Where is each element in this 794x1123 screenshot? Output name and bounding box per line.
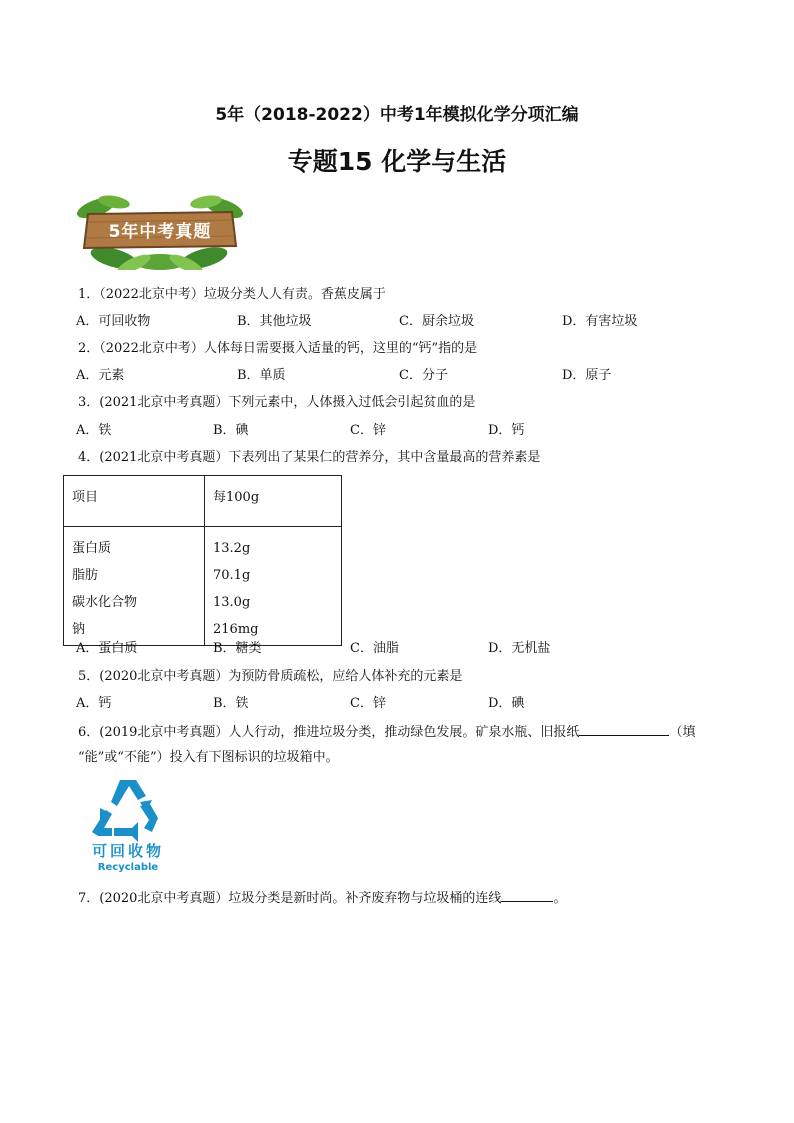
q5-option-b: B．铁 bbox=[213, 696, 249, 711]
recyclable-label-cn: 可回收物 bbox=[91, 842, 165, 860]
nutrient-name: 钠 bbox=[72, 622, 86, 637]
answer-blank[interactable] bbox=[579, 722, 669, 736]
q5-option-c: C．锌 bbox=[350, 696, 386, 711]
nutrient-amount: 70.1g bbox=[213, 568, 251, 583]
question-6-stem-text: 6．(2019北京中考真题）人人行动，推进垃圾分类，推动绿色发展。矿泉水瓶、旧报纸 bbox=[78, 725, 580, 740]
q4-option-d: D．无机盐 bbox=[488, 641, 551, 656]
question-7-stem bbox=[78, 888, 566, 907]
exam-badge bbox=[74, 194, 246, 270]
q3-option-a: A．铁 bbox=[76, 423, 112, 438]
recyclable-label-en: Recyclable bbox=[97, 862, 159, 872]
series-title: 5年（2018-2022）中考1年模拟化学分项汇编 bbox=[215, 105, 579, 125]
question-4-stem: 4．(2021北京中考真题）下表列出了某果仁的营养分，其中含量最高的营养素是 bbox=[78, 450, 541, 465]
question-7-stem-tail: 。 bbox=[553, 891, 567, 906]
nutrient-name: 蛋白质 bbox=[72, 541, 112, 556]
nutrient-amount: 216mg bbox=[213, 622, 259, 637]
q3-option-c: C．锌 bbox=[350, 423, 386, 438]
q4-option-b: B．糖类 bbox=[213, 641, 262, 656]
q2-option-a: A．元素 bbox=[76, 368, 125, 383]
q5-option-a: A．钙 bbox=[76, 696, 112, 711]
q1-option-b: B．其他垃圾 bbox=[237, 314, 312, 329]
table-header-row bbox=[64, 476, 342, 527]
answer-blank[interactable] bbox=[501, 888, 553, 902]
q2-option-c: C．分子 bbox=[399, 368, 448, 383]
recyclable-sign bbox=[76, 774, 180, 872]
question-2-stem: 2．（2022北京中考）人体每日需要摄入适量的钙，这里的“钙”指的是 bbox=[78, 341, 478, 356]
question-6-stem-line2: “能”或“不能”）投入有下图标识的垃圾箱中。 bbox=[78, 750, 339, 765]
badge-label: 5年中考真题 bbox=[108, 222, 212, 242]
nutrient-amount: 13.2g bbox=[213, 541, 251, 556]
q1-option-c: C．厨余垃圾 bbox=[399, 314, 474, 329]
question-7-stem-text: 7．(2020北京中考真题）垃圾分类是新时尚。补齐废弃物与垃圾桶的连线 bbox=[78, 891, 502, 906]
nutrition-table bbox=[63, 475, 342, 646]
q5-option-d: D．碘 bbox=[488, 696, 525, 711]
q4-option-c: C．油脂 bbox=[350, 641, 399, 656]
table-row bbox=[64, 527, 342, 646]
nutrient-name: 碳水化合物 bbox=[72, 595, 138, 610]
question-6-stem bbox=[78, 722, 695, 741]
table-header-per-100g: 每100g bbox=[205, 476, 342, 527]
question-3-stem: 3．(2021北京中考真题）下列元素中，人体摄入过低会引起贫血的是 bbox=[78, 395, 476, 410]
topic-title: 专题15 化学与生活 bbox=[287, 147, 507, 176]
table-header-item: 项目 bbox=[64, 476, 205, 527]
q3-option-b: B．碘 bbox=[213, 423, 249, 438]
nutrient-name: 脂肪 bbox=[72, 568, 99, 583]
q2-option-d: D．原子 bbox=[562, 368, 612, 383]
q1-option-d: D．有害垃圾 bbox=[562, 314, 638, 329]
nutrient-amount: 13.0g bbox=[213, 595, 251, 610]
q4-option-a: A．蛋白质 bbox=[76, 641, 138, 656]
recycle-icon bbox=[92, 780, 158, 842]
q3-option-d: D．钙 bbox=[488, 423, 525, 438]
question-1-stem: 1．（2022北京中考）垃圾分类人人有责。香蕉皮属于 bbox=[78, 287, 386, 302]
question-6-stem-tail: （填 bbox=[669, 725, 696, 740]
question-5-stem: 5．(2020北京中考真题）为预防骨质疏松，应给人体补充的元素是 bbox=[78, 669, 463, 684]
q1-option-a: A．可回收物 bbox=[76, 314, 151, 329]
q2-option-b: B．单质 bbox=[237, 368, 286, 383]
